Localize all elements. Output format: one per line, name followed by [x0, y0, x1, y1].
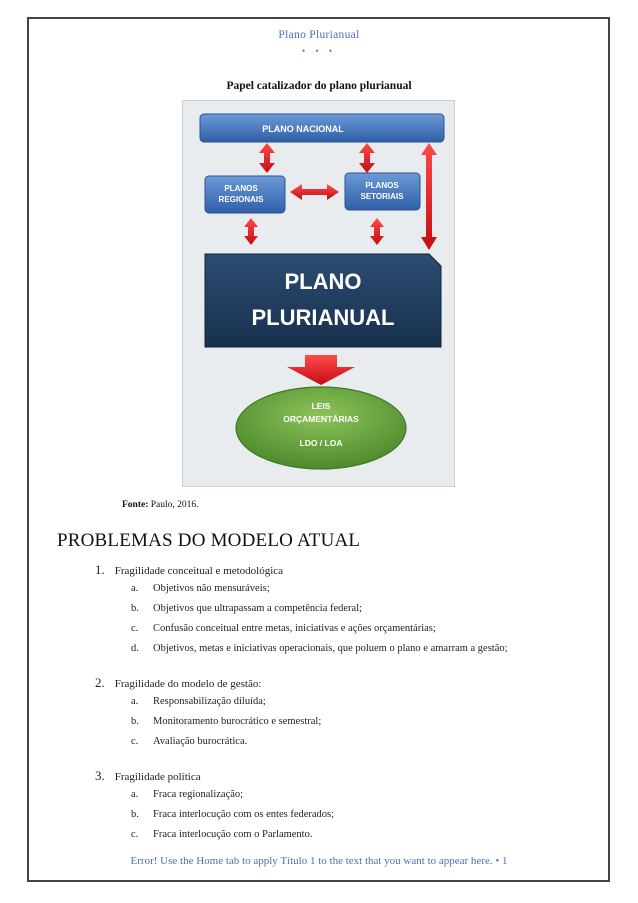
- item-label: Fragilidade do modelo de gestão:: [114, 678, 262, 690]
- sub-letter: c.: [131, 736, 139, 747]
- label-setoriais-1: PLANOS: [365, 181, 399, 190]
- item-label: Fragilidade conceitual e metodológica: [114, 565, 284, 577]
- header-dots: • • •: [302, 46, 336, 56]
- sub-text: Objetivos que ultrapassam a competência federal;: [153, 603, 363, 614]
- list-item: [95, 675, 261, 691]
- sub-text: Fraca interlocução com os entes federados;: [153, 809, 335, 820]
- arrow-setoriais-ppa: [370, 218, 384, 245]
- source-label: Fonte:: [122, 500, 149, 510]
- label-regionais-1: PLANOS: [224, 184, 258, 193]
- sub-item: [131, 623, 436, 634]
- arrow-nacional-regionais: [259, 143, 275, 173]
- figure-caption: Papel catalizador do plano plurianual: [226, 80, 412, 92]
- header-title: Plano Plurianual: [278, 29, 360, 41]
- sub-letter: a.: [131, 583, 139, 594]
- sub-letter: a.: [131, 789, 139, 800]
- sub-text: Fraca regionalização;: [153, 789, 244, 800]
- arrow-regionais-setoriais: [290, 184, 339, 200]
- arrow-nacional-ppa: [421, 143, 437, 250]
- label-regionais-2: REGIONAIS: [218, 195, 264, 204]
- sub-text: Responsabilização diluída;: [153, 696, 266, 707]
- sub-item: [131, 809, 334, 820]
- sub-letter: d.: [131, 643, 139, 654]
- sub-letter: b.: [131, 603, 139, 614]
- section-title: PROBLEMAS DO MODELO ATUAL: [57, 530, 361, 551]
- label-setoriais-2: SETORIAIS: [360, 192, 404, 201]
- ellipse-leis-orcamentarias: [236, 387, 406, 469]
- item-number: 1.: [95, 562, 105, 577]
- label-ppa-2: PLURIANUAL: [251, 305, 395, 330]
- label-ppa-1: PLANO: [284, 269, 362, 294]
- label-leis-3: LDO / LOA: [299, 438, 343, 448]
- list-item: [95, 562, 283, 578]
- figure-source: [122, 500, 199, 510]
- sub-item: [131, 736, 247, 747]
- sub-letter: b.: [131, 809, 139, 820]
- page-footer: Error! Use the Home tab to apply Título 1 to the text that you want to appear here. • 1: [130, 855, 508, 867]
- sub-text: Avaliação burocrática.: [153, 736, 248, 747]
- ppa-diagram: [182, 100, 455, 487]
- sub-text: Confusão conceitual entre metas, iniciativas e ações orçamentárias;: [153, 623, 436, 634]
- list-item: [95, 768, 201, 784]
- sub-item: [131, 643, 508, 654]
- item-number: 2.: [95, 675, 105, 690]
- ppa-diagram-svg: [183, 101, 456, 488]
- sub-item: [131, 583, 270, 594]
- item-label: Fragilidade política: [114, 771, 201, 783]
- sub-letter: c.: [131, 829, 139, 840]
- item-number: 3.: [95, 768, 105, 783]
- sub-item: [131, 716, 321, 727]
- sub-item: [131, 603, 362, 614]
- arrow-regionais-ppa: [244, 218, 258, 245]
- sub-text: Objetivos não mensuráveis;: [153, 583, 270, 594]
- sub-item: [131, 789, 243, 800]
- sub-item: [131, 829, 312, 840]
- arrow-nacional-setoriais: [359, 143, 375, 173]
- sub-text: Fraca interlocução com o Parlamento.: [153, 829, 313, 840]
- label-plano-nacional: PLANO NACIONAL: [262, 124, 344, 134]
- box-plano-plurianual: [205, 254, 441, 347]
- arrow-ppa-leis: [287, 355, 355, 385]
- sub-letter: b.: [131, 716, 139, 727]
- sub-text: Objetivos, metas e iniciativas operacionais, que poluem o plano e amarram a gestão;: [153, 643, 508, 654]
- sub-letter: c.: [131, 623, 139, 634]
- sub-item: [131, 696, 266, 707]
- sub-letter: a.: [131, 696, 139, 707]
- source-text: Paulo, 2016.: [150, 500, 199, 510]
- label-leis-1: LEIS: [311, 401, 331, 411]
- label-leis-2: ORÇAMENTÁRIAS: [283, 414, 359, 424]
- sub-text: Monitoramento burocrático e semestral;: [153, 716, 322, 727]
